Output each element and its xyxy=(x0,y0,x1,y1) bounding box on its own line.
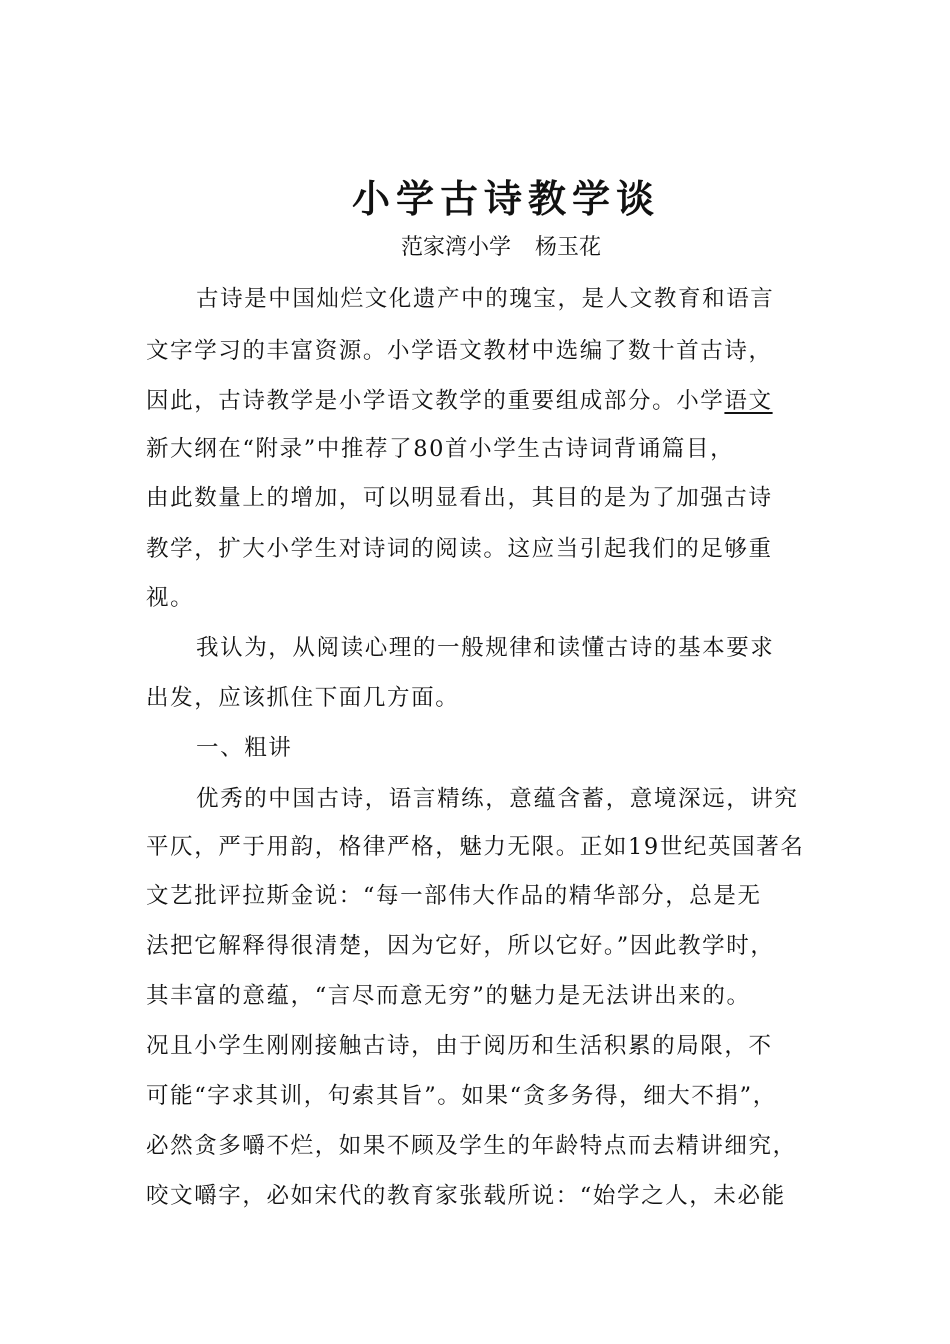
paragraph-line: 可能“字求其训，句索其旨”。如果“贪多务得，细大不捐”， xyxy=(146,1083,777,1109)
author-byline xyxy=(0,226,950,270)
paragraph-line: 优秀的中国古诗，语言精练，意蕴含蓄，意境深远，讲究 xyxy=(196,786,799,812)
underlined-text: 语文 xyxy=(724,388,773,414)
paragraph-line: 我认为，从阅读心理的一般规律和读懂古诗的基本要求 xyxy=(196,635,775,661)
author-name: 杨玉花 xyxy=(535,235,602,260)
paragraph-line: 由此数量上的增加，可以明显看出，其目的是为了加强古诗 xyxy=(146,485,773,511)
paragraph-line: 新大纲在“附录”中推荐了80首小学生古诗词背诵篇目， xyxy=(146,436,735,462)
paragraph-line: 其丰富的意蕴，“言尽而意无穷”的魅力是无法讲出来的。 xyxy=(146,983,751,1009)
paragraph-line: 必然贪多嚼不烂，如果不顾及学生的年龄特点而去精讲细究， xyxy=(146,1133,797,1159)
document-title: 小学古诗教学谈 xyxy=(351,176,660,221)
author-school: 范家湾小学 xyxy=(400,235,511,260)
section-heading: 一、粗讲 xyxy=(196,735,293,761)
paragraph-line: 文字学习的丰富资源。小学语文教材中选编了数十首古诗， xyxy=(146,338,773,364)
paragraph-line: 况且小学生刚刚接触古诗，由于阅历和生活积累的局限，不 xyxy=(146,1033,773,1059)
paragraph-text: 因此，古诗教学是小学语文教学的重要组成部分。小学 xyxy=(146,388,725,414)
paragraph-line: 视。 xyxy=(146,585,195,611)
paragraph-line: 法把它解释得很清楚，因为它好，所以它好。”因此教学时， xyxy=(146,933,775,959)
paragraph-line: 出发，应该抓住下面几方面。 xyxy=(146,685,460,711)
paragraph-line: 咬文嚼字，必如宋代的教育家张载所说：“始学之人，未必能 xyxy=(146,1183,786,1209)
paragraph-line: 古诗是中国灿烂文化遗产中的瑰宝，是人文教育和语言 xyxy=(196,286,775,312)
paragraph-line: 教学，扩大小学生对诗词的阅读。这应当引起我们的足够重 xyxy=(146,536,773,562)
paragraph-line: 平仄，严于用韵，格律严格，魅力无限。正如19世纪英国著名 xyxy=(146,834,805,860)
paragraph-line xyxy=(146,385,773,417)
paragraph-line: 文艺批评拉斯金说：“每一部伟大作品的精华部分，总是无 xyxy=(146,883,762,909)
